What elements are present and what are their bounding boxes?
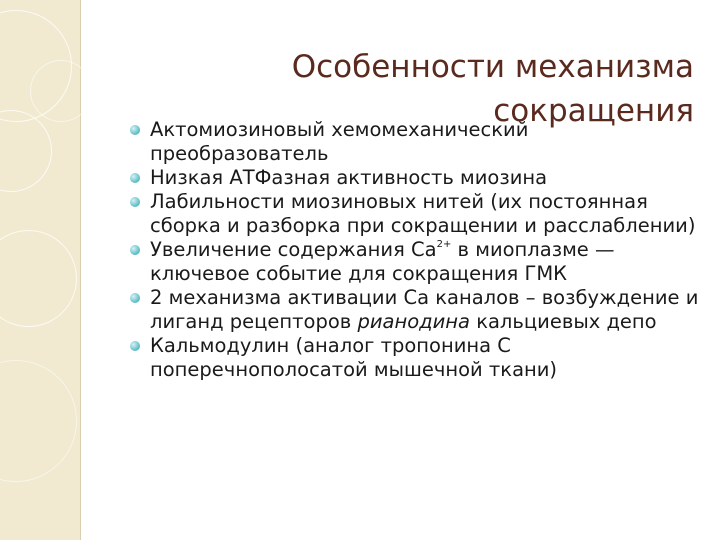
bullet-dot-icon	[130, 341, 140, 351]
decorative-circle	[0, 360, 77, 482]
bullet-item	[130, 238, 700, 286]
bullet-text-part: 2 механизма активации Са каналов – возбуждение и лиганд рецепторов	[150, 286, 699, 333]
slide-title-line-2: сокращения	[493, 92, 694, 129]
decorative-circle	[0, 110, 52, 192]
bullet-item	[130, 118, 700, 166]
bullet-text-part: Увеличение содержания Са	[150, 238, 437, 261]
bullet-dot-icon	[130, 293, 140, 303]
slide-title-line-1: Особенности механизма	[291, 48, 694, 85]
bullet-item	[130, 190, 700, 238]
bullet-text: Лабильности миозиновых нитей (их постоянная сборка и разборка при сокращении и расслаблении)	[150, 190, 696, 237]
superscript-charge: 2+	[436, 239, 452, 250]
bullet-text: Низкая АТФазная активность миозина	[150, 166, 548, 189]
bullet-text-part: кальциевых депо	[470, 310, 657, 333]
bullet-dot-icon	[130, 197, 140, 207]
decorative-circle	[0, 230, 77, 327]
bullet-item	[130, 334, 700, 382]
bullet-item	[130, 166, 700, 190]
bullet-dot-icon	[130, 125, 140, 135]
bullet-text: Кальмодулин (аналог тропонина С поперечнополосатой мышечной ткани)	[150, 334, 558, 381]
bullet-dot-icon	[130, 173, 140, 183]
bullet-text-part: в миоплазме — ключевое событие для сокращения ГМК	[150, 238, 615, 285]
bullet-text: Актомиозиновый хемомеханический преобразователь	[150, 118, 529, 165]
bullet-list	[130, 118, 700, 382]
bullet-dot-icon	[130, 245, 140, 255]
bullet-item	[130, 286, 700, 334]
decorative-circle	[30, 60, 92, 122]
italic-term: рианодина	[357, 310, 470, 333]
decorative-side-band	[0, 0, 81, 540]
